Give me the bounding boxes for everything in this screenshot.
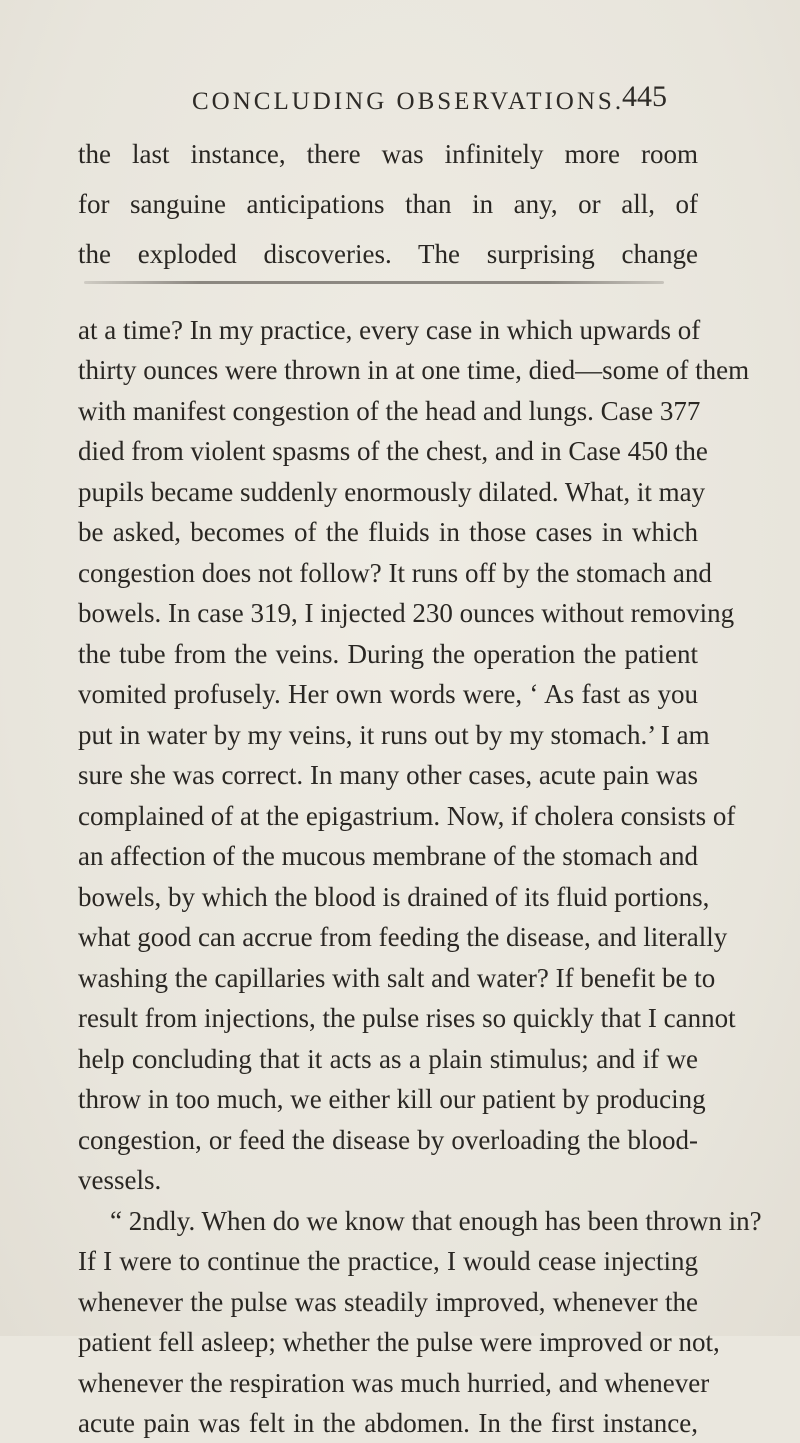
text-line: thirty ounces were thrown in at one time, died—some of them bbox=[78, 355, 750, 385]
text-line: result from injections, the pulse rises so quickly that I cannot bbox=[78, 1003, 736, 1033]
text-line: what good can accrue from feeding the disease, and literally bbox=[78, 922, 728, 952]
text-line: whenever the pulse was steadily improved, whenever the bbox=[78, 1287, 698, 1317]
text-line: complained of at the epigastrium. Now, if cholera consists of bbox=[78, 801, 736, 831]
text-line: pupils became suddenly enormously dilated. What, it may bbox=[78, 477, 706, 507]
running-head bbox=[0, 76, 800, 116]
text-line: the tube from the veins. During the operation the patient bbox=[78, 639, 698, 669]
text-line: died from violent spasms of the chest, and in Case 450 the bbox=[78, 436, 708, 466]
text-line: whenever the respiration was much hurried, and whenever bbox=[78, 1368, 710, 1398]
text-line: sure she was correct. In many other cases, acute pain was bbox=[78, 760, 698, 790]
text-line: vomited profusely. Her own words were, ‘ As fast as you bbox=[78, 679, 698, 709]
text-line: patient fell asleep; whether the pulse were improved or not, bbox=[78, 1327, 720, 1357]
section-divider bbox=[84, 281, 664, 284]
text-line: be asked, becomes of the fluids in those cases in which bbox=[78, 517, 698, 547]
text-line: an affection of the mucous membrane of the stomach and bbox=[78, 841, 698, 871]
text-line: bowels, by which the blood is drained of its fluid portions, bbox=[78, 882, 710, 912]
text-line: vessels. bbox=[78, 1165, 162, 1195]
text-line: the exploded discoveries. The surprising change bbox=[78, 239, 698, 269]
text-line: throw in too much, we either kill our patient by producing bbox=[78, 1084, 706, 1114]
text-line: with manifest congestion of the head and lungs. Case 377 bbox=[78, 396, 701, 426]
text-line: congestion does not follow? It runs off by the stomach and bbox=[78, 558, 712, 588]
text-line: “ 2ndly. When do we know that enough has been thrown in? bbox=[110, 1206, 762, 1236]
text-line: congestion, or feed the disease by overloading the blood- bbox=[78, 1125, 698, 1155]
text-line: for sanguine anticipations than in any, or all, of bbox=[78, 189, 698, 219]
text-line: at a time? In my practice, every case in which upwards of bbox=[78, 315, 701, 345]
text-line: acute pain was felt in the abdomen. In the first instance, bbox=[78, 1408, 698, 1438]
text-line: If I were to continue the practice, I would cease injecting bbox=[78, 1246, 698, 1276]
text-line: bowels. In case 319, I injected 230 ounces without removing bbox=[78, 598, 735, 628]
text-line: help concluding that it acts as a plain stimulus; and if we bbox=[78, 1044, 698, 1074]
page-number: 445 bbox=[622, 80, 667, 113]
text-line: put in water by my veins, it runs out by my stomach.’ I am bbox=[78, 720, 710, 750]
text-line: the last instance, there was infinitely more room bbox=[78, 139, 698, 169]
text-line: washing the capillaries with salt and water? If benefit be to bbox=[78, 963, 716, 993]
running-title: CONCLUDING OBSERVATIONS. bbox=[192, 88, 625, 115]
